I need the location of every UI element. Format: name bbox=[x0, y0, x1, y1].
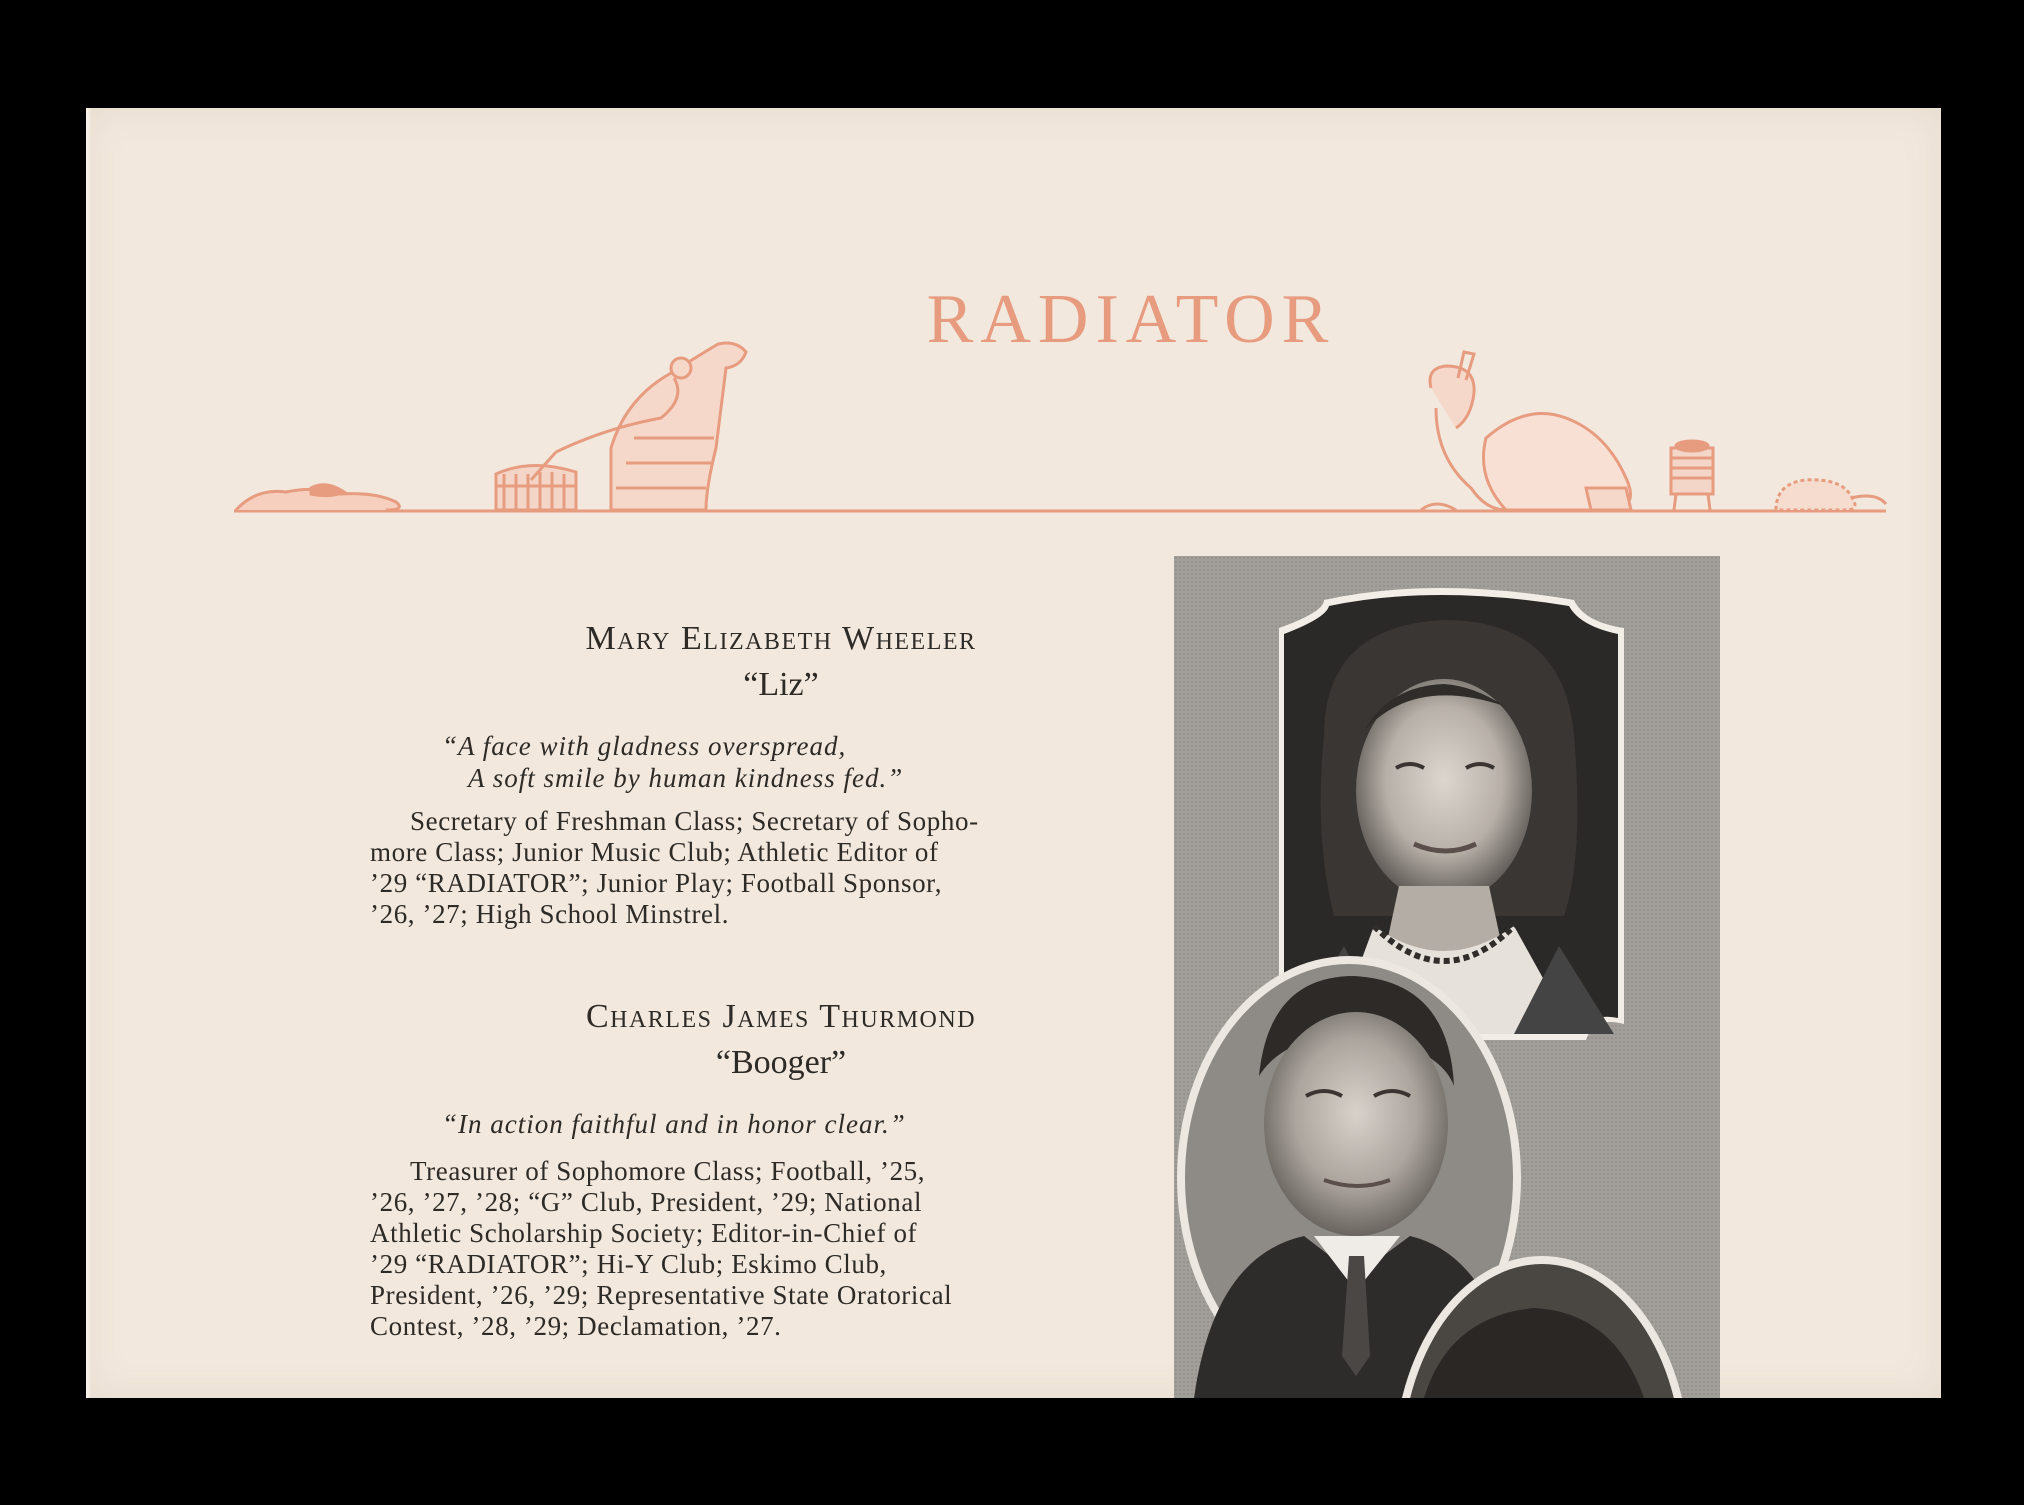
student-activities bbox=[370, 806, 1188, 930]
dog-illustration bbox=[236, 485, 399, 510]
student-nickname: “Booger” bbox=[715, 1044, 847, 1081]
reading-woman-illustration bbox=[1421, 352, 1631, 510]
student-quote bbox=[442, 730, 1142, 794]
yearbook-page bbox=[86, 108, 1941, 1398]
bio-line: more Class; Junior Music Club; Athletic Editor of bbox=[370, 837, 939, 867]
quote-line: “A face with gladness overspread, bbox=[442, 731, 847, 761]
student-entry-thurmond bbox=[366, 998, 1196, 1082]
bio-line: ’29 “RADIATOR”; Hi-Y Club; Eskimo Club, bbox=[370, 1249, 887, 1279]
quote-line: A soft smile by human kindness fed.” bbox=[468, 763, 904, 793]
bio-line: ’26, ’27, ’28; “G” Club, President, ’29; National bbox=[370, 1187, 923, 1217]
bio-line: Athletic Scholarship Society; Editor-in-Chief of bbox=[370, 1218, 918, 1248]
header-illustration bbox=[86, 248, 1941, 528]
bio-line: Contest, ’28, ’29; Declamation, ’27. bbox=[370, 1311, 782, 1341]
bio-line: Secretary of Freshman Class; Secretary of Sopho- bbox=[410, 806, 979, 836]
student-quote bbox=[442, 1108, 1162, 1140]
student-activities bbox=[370, 1156, 1188, 1342]
bio-line: ’29 “RADIATOR”; Junior Play; Football Sponsor, bbox=[370, 868, 943, 898]
student-nickname: “Liz” bbox=[743, 666, 819, 703]
pet-illustration bbox=[1776, 480, 1886, 510]
bio-line: President, ’26, ’29; Representative State Oratorical bbox=[370, 1280, 953, 1310]
portrait-panel bbox=[1174, 556, 1720, 1398]
student-name: Mary Elizabeth Wheeler bbox=[585, 620, 977, 657]
student-entry-wheeler bbox=[366, 620, 1196, 704]
heater-illustration bbox=[1671, 441, 1713, 510]
student-name: Charles James Thurmond bbox=[585, 998, 977, 1035]
bio-line: ’26, ’27; High School Minstrel. bbox=[370, 899, 730, 929]
footstool-illustration bbox=[496, 465, 576, 510]
bio-line: Treasurer of Sophomore Class; Football, ’25, bbox=[410, 1156, 926, 1186]
page-title: RADIATOR bbox=[926, 281, 1336, 358]
quote-line: “In action faithful and in honor clear.” bbox=[442, 1109, 906, 1139]
